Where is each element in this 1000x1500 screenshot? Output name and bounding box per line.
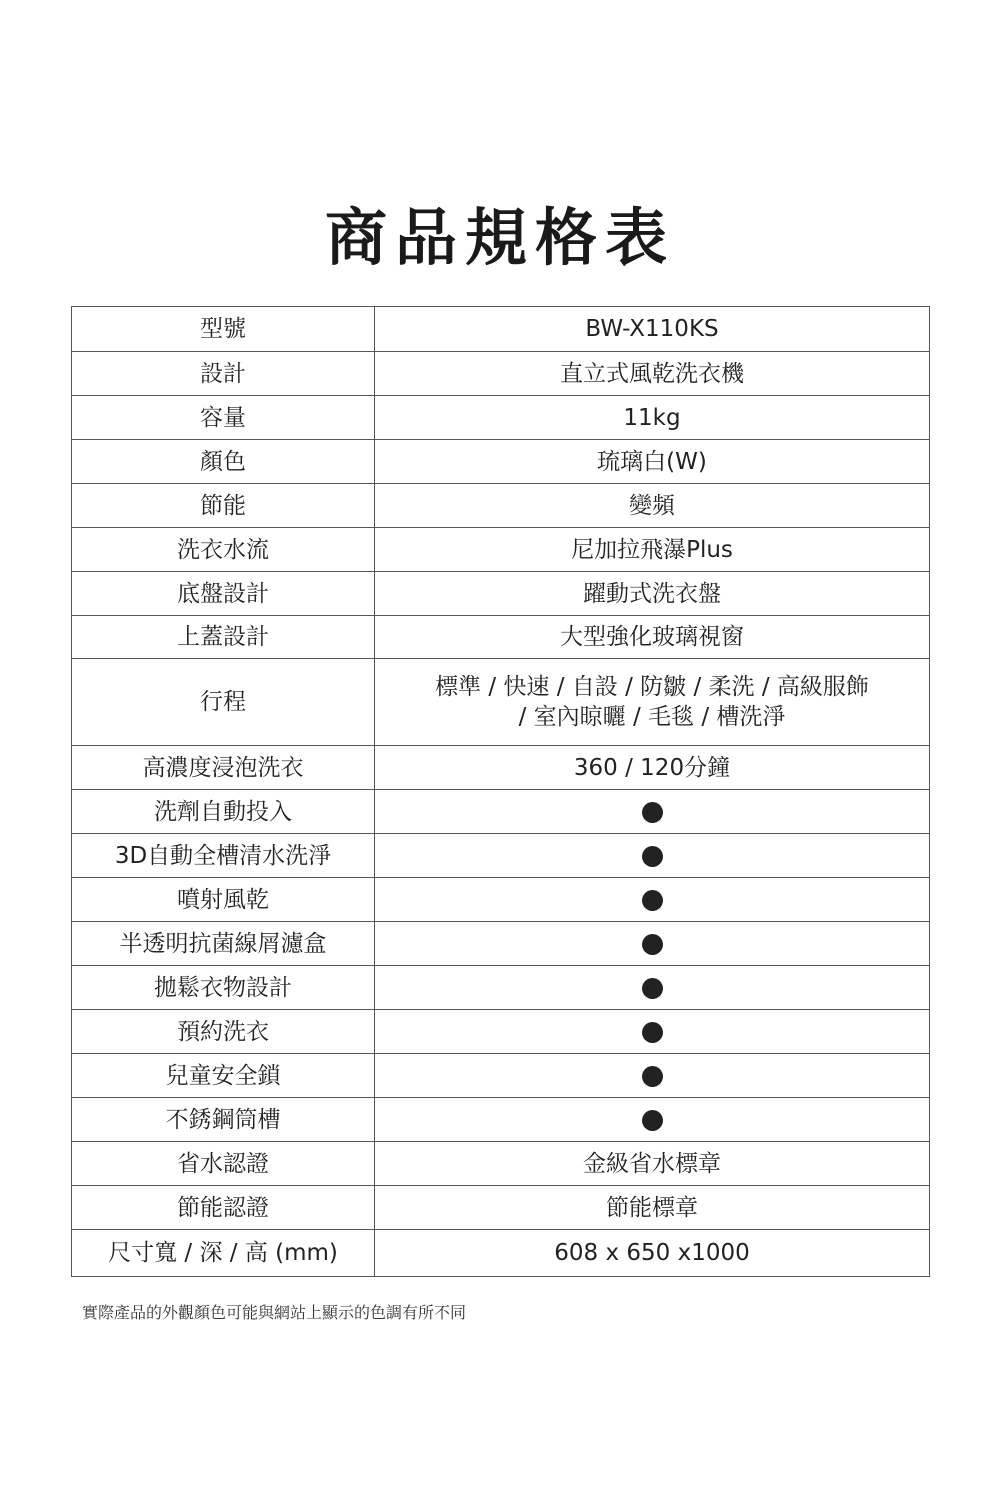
spec-value [375, 1054, 930, 1098]
bullet-dot-icon [642, 1066, 663, 1087]
spec-label: 高濃度浸泡洗衣 [72, 746, 375, 790]
table-row [72, 746, 930, 790]
spec-label: 顏色 [72, 440, 375, 484]
spec-label: 不銹鋼筒槽 [72, 1098, 375, 1142]
spec-label: 節能 [72, 484, 375, 528]
bullet-dot-icon [642, 802, 663, 823]
spec-value: 變頻 [375, 484, 930, 528]
table-row [72, 1142, 930, 1186]
spec-value [375, 659, 930, 746]
table-row [72, 878, 930, 922]
spec-value [375, 966, 930, 1010]
spec-label: 預約洗衣 [72, 1010, 375, 1054]
spec-value-line: 標準 / 快速 / 自設 / 防皺 / 柔洗 / 高級服飾 [435, 674, 869, 700]
table-row [72, 1010, 930, 1054]
spec-label: 省水認證 [72, 1142, 375, 1186]
table-row [72, 834, 930, 878]
table-row [72, 659, 930, 746]
spec-value: 金級省水標章 [375, 1142, 930, 1186]
table-row [72, 396, 930, 440]
bullet-dot-icon [642, 890, 663, 911]
table-row [72, 484, 930, 528]
table-row [72, 616, 930, 659]
table-row [72, 1186, 930, 1230]
spec-table [71, 306, 930, 1277]
spec-value [375, 878, 930, 922]
table-row [72, 922, 930, 966]
spec-value: 大型強化玻璃視窗 [375, 616, 930, 659]
spec-value: 躍動式洗衣盤 [375, 572, 930, 616]
bullet-dot-icon [642, 1022, 663, 1043]
bullet-dot-icon [642, 1110, 663, 1131]
table-row [72, 528, 930, 572]
spec-value [375, 790, 930, 834]
spec-value [375, 834, 930, 878]
spec-value: 608 x 650 x1000 [375, 1230, 930, 1277]
spec-label: 拋鬆衣物設計 [72, 966, 375, 1010]
table-row [72, 1230, 930, 1277]
table-row [72, 440, 930, 484]
spec-label: 行程 [72, 659, 375, 746]
bullet-dot-icon [642, 978, 663, 999]
spec-label: 半透明抗菌線屑濾盒 [72, 922, 375, 966]
spec-label: 型號 [72, 307, 375, 352]
spec-value: BW-X110KS [375, 307, 930, 352]
spec-value [375, 1098, 930, 1142]
spec-label: 設計 [72, 352, 375, 396]
bullet-dot-icon [642, 846, 663, 867]
spec-label: 容量 [72, 396, 375, 440]
bullet-dot-icon [642, 934, 663, 955]
page-title: 商品規格表 [324, 201, 675, 274]
table-row [72, 1054, 930, 1098]
spec-value: 360 / 120分鐘 [375, 746, 930, 790]
spec-value: 節能標章 [375, 1186, 930, 1230]
spec-value [375, 922, 930, 966]
spec-label: 兒童安全鎖 [72, 1054, 375, 1098]
table-row [72, 966, 930, 1010]
spec-label: 洗衣水流 [72, 528, 375, 572]
table-row [72, 352, 930, 396]
table-row [72, 790, 930, 834]
spec-label: 3D自動全槽清水洗淨 [72, 834, 375, 878]
spec-value-line: / 室內晾曬 / 毛毯 / 槽洗淨 [518, 704, 786, 730]
spec-label: 底盤設計 [72, 572, 375, 616]
spec-value: 直立式風乾洗衣機 [375, 352, 930, 396]
spec-value [375, 1010, 930, 1054]
spec-label: 節能認證 [72, 1186, 375, 1230]
spec-label: 噴射風乾 [72, 878, 375, 922]
spec-label: 上蓋設計 [72, 616, 375, 659]
table-row [72, 572, 930, 616]
spec-value: 琉璃白(W) [375, 440, 930, 484]
table-row [72, 1098, 930, 1142]
spec-label: 洗劑自動投入 [72, 790, 375, 834]
table-row [72, 307, 930, 352]
spec-value: 尼加拉飛瀑Plus [375, 528, 930, 572]
spec-label: 尺寸寬 / 深 / 高 (mm) [72, 1230, 375, 1277]
spec-value: 11kg [375, 396, 930, 440]
disclaimer-note: 實際產品的外觀顏色可能與網站上顯示的色調有所不同 [82, 1303, 467, 1322]
